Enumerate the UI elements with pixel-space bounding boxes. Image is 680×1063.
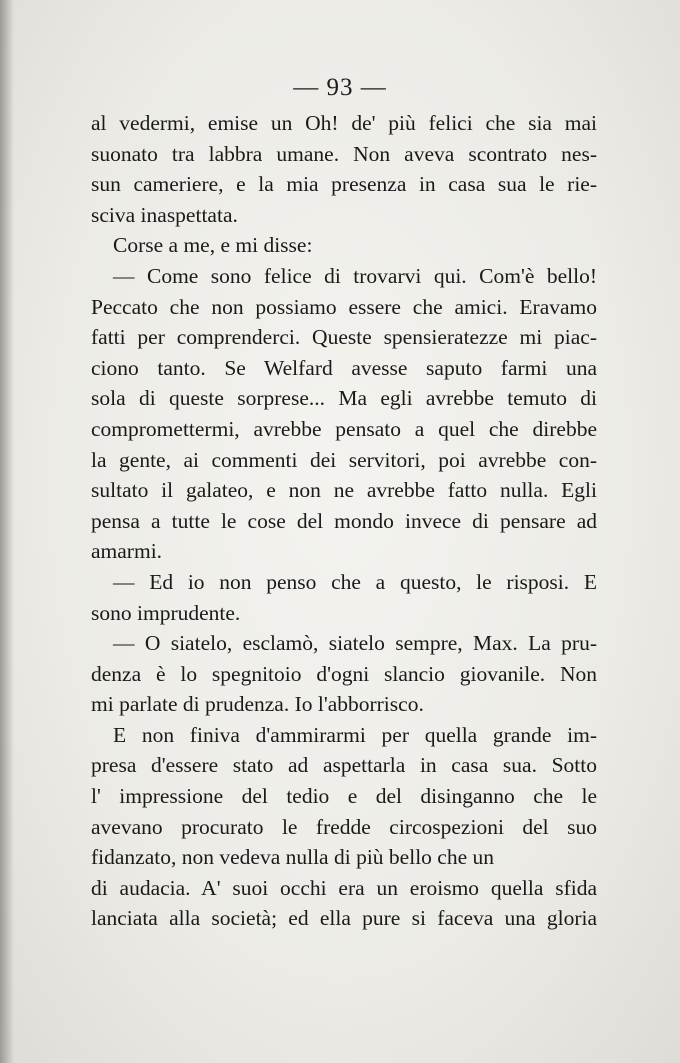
text-line: Peccato che non possiamo essere che amici. Eravamo: [91, 294, 597, 319]
text-line: fatti per comprenderci. Queste spensieratezze mi piac-: [91, 325, 597, 350]
text-line: lanciata alla società; ed ella pure si faceva una gloria: [91, 906, 597, 931]
text-line: E non finiva d'ammirarmi per quella grande im-: [113, 722, 597, 747]
text-line: l' impressione del tedio e del disinganno che le: [91, 784, 597, 809]
text-line: sono imprudente.: [91, 600, 241, 625]
text-line: Corse a me, e mi disse:: [113, 233, 313, 258]
text-line: ciono tanto. Se Welfard avesse saputo farmi una: [91, 355, 597, 380]
text-line: compromettermi, avrebbe pensato a quel che direbbe: [91, 416, 597, 441]
text-line: fidanzato, non vedeva nulla di più bello che un: [91, 845, 494, 870]
text-line: — Come sono felice di trovarvi qui. Com'è bello!: [113, 263, 597, 288]
text-line: presa d'essere stato ad aspettarla in casa sua. Sotto: [91, 753, 597, 778]
text-line: la gente, ai commenti dei servitori, poi avrebbe con-: [91, 447, 597, 472]
text-line: sun cameriere, e la mia presenza in casa sua le rie-: [91, 172, 597, 197]
text-line: sola di queste sorprese... Ma egli avrebbe temuto di: [91, 386, 597, 411]
text-line: mi parlate di prudenza. Io l'abborrisco.: [91, 692, 424, 717]
body-text: [91, 108, 597, 934]
text-line: — O siatelo, esclamò, siatelo sempre, Max. La pru-: [113, 631, 597, 656]
text-line: sciva inaspettata.: [91, 202, 238, 227]
text-line: di audacia. A' suoi occhi era un eroismo quella sfida: [91, 875, 597, 900]
text-line: sultato il galateo, e non ne avrebbe fatto nulla. Egli: [91, 478, 597, 503]
text-line: amarmi.: [91, 539, 163, 564]
page-number: — 93 —: [293, 74, 387, 101]
text-line: al vedermi, emise un Oh! de' più felici che sia mai: [91, 111, 597, 135]
text-line: suonato tra labbra umane. Non aveva scontrato nes-: [91, 141, 597, 166]
text-line: denza è lo spegnitoio d'ogni slancio giovanile. Non: [91, 661, 597, 686]
text-line: avevano procurato le fredde circospezioni del suo: [91, 814, 597, 839]
page-binding-shadow: [0, 0, 14, 1063]
text-line: pensa a tutte le cose del mondo invece di pensare ad: [91, 508, 597, 533]
text-line: — Ed io non penso che a questo, le risposi. E: [113, 569, 597, 594]
